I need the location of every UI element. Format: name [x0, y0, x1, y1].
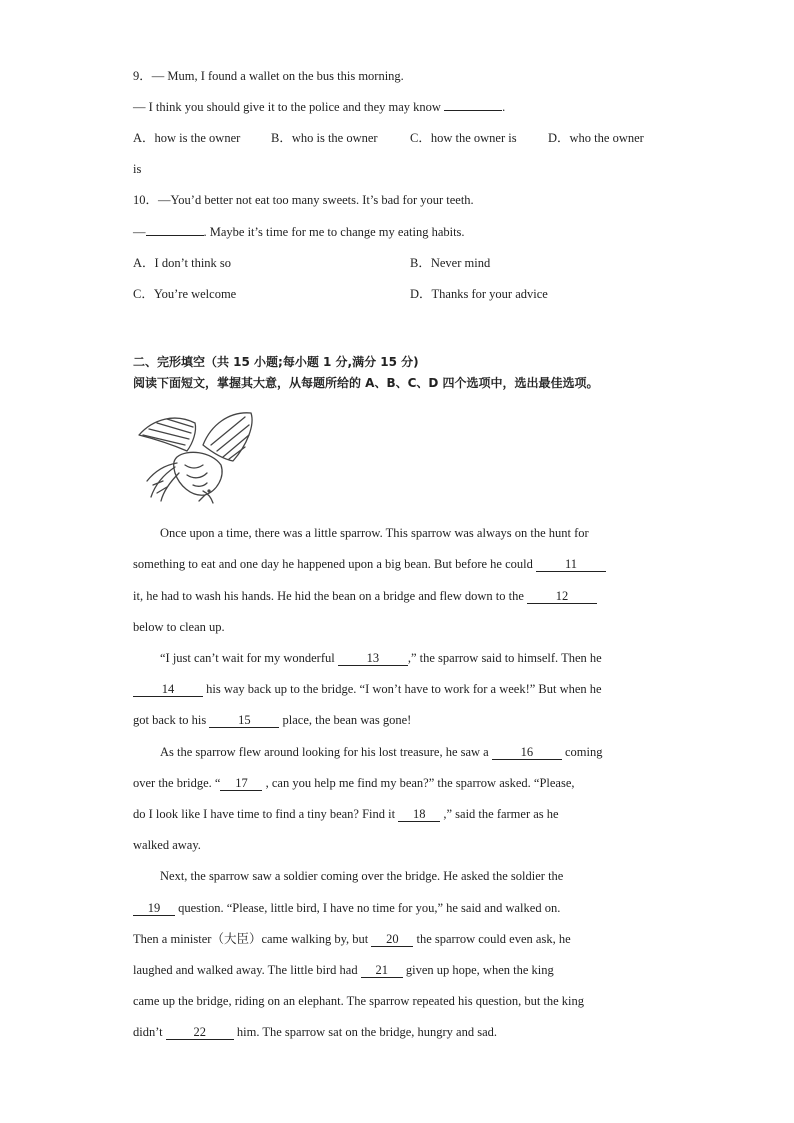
blank-18: 18	[398, 808, 440, 822]
q9-stem: 9．— Mum, I found a wallet on the bus this morning.	[133, 69, 404, 83]
passage-text: him. The sparrow sat on the bridge, hungry and sad.	[233, 1025, 498, 1039]
blank-15: 15	[209, 714, 279, 728]
blank-16: 16	[492, 746, 562, 760]
q9-period: .	[502, 100, 506, 114]
passage-text: got back to his	[133, 713, 210, 727]
passage-line	[133, 900, 560, 916]
passage-line	[133, 681, 602, 697]
passage-line: below to clean up.	[133, 620, 225, 634]
blank-17: 17	[220, 777, 262, 791]
section-title: 二、完形填空（共 15 小题;每小题 1 分,满分 15 分)	[133, 355, 419, 369]
passage-text: the sparrow could even ask, he	[413, 932, 571, 946]
passage-line	[160, 744, 603, 760]
passage-text: , can you help me find my bean?” the sparrow asked. “Please,	[262, 776, 575, 790]
passage-line	[133, 806, 559, 822]
blank-14: 14	[133, 683, 203, 697]
q10-option-c: C．You’re welcome	[133, 287, 237, 301]
q10-stem: 10．—You’d better not eat too many sweets. It’s bad for your teeth.	[133, 193, 474, 207]
passage-line: Next, the sparrow saw a soldier coming over the bridge. He asked the soldier the	[160, 869, 564, 883]
passage-line	[133, 556, 606, 572]
passage-line	[133, 775, 575, 791]
q9-option-b: B．who is the owner	[271, 131, 378, 145]
passage-text: “I just can’t wait for my wonderful	[160, 651, 338, 665]
q10-option-a: A．I don’t think so	[133, 256, 232, 270]
passage-text: it, he had to wash his hands. He hid the bean on a bridge and flew down to the	[133, 589, 528, 603]
q9-blank	[444, 110, 502, 111]
q9-option-d: D．who the owner	[548, 131, 644, 145]
passage-line	[160, 650, 602, 666]
passage-text: laughed and walked away. The little bird had	[133, 963, 361, 977]
passage-text: As the sparrow flew around looking for his lost treasure, he saw a	[160, 745, 492, 759]
passage-text: something to eat and one day he happened upon a big bean. But before he could	[133, 557, 537, 571]
passage-line: came up the bridge, riding on an elephant. The sparrow repeated his question, but the king	[133, 994, 585, 1008]
q10-option-b: B．Never mind	[410, 256, 491, 270]
q9-option-c: C．how the owner is	[410, 131, 517, 145]
passage-line	[133, 588, 597, 604]
section-instruction: 阅读下面短文，掌握其大意，从每题所给的 A、B、C、D 四个选项中，选出最佳选项。	[133, 376, 599, 390]
passage-line: walked away.	[133, 838, 201, 852]
q9-response-text: — I think you should give it to the police and they may know	[133, 100, 445, 114]
blank-19: 19	[133, 902, 175, 916]
sparrow-illustration	[133, 405, 257, 505]
passage-text: question. “Please, little bird, I have no time for you,” he said and walked on.	[175, 901, 561, 915]
q10-response	[133, 224, 465, 240]
q9-option-d-cont: is	[133, 162, 142, 176]
passage-text: place, the bean was gone!	[279, 713, 412, 727]
q9-option-a: A．how is the owner	[133, 131, 241, 145]
passage-text: ,” the sparrow said to himself. Then he	[407, 651, 602, 665]
blank-12: 12	[527, 590, 597, 604]
passage-line	[133, 712, 411, 728]
passage-text: ,” said the farmer as he	[440, 807, 559, 821]
passage-line: Once upon a time, there was a little sparrow. This sparrow was always on the hunt for	[160, 526, 589, 540]
passage-line	[133, 962, 554, 978]
blank-22: 22	[166, 1026, 234, 1040]
passage-text: coming	[561, 745, 603, 759]
q10-response-text: . Maybe it’s time for me to change my eating habits.	[203, 225, 465, 239]
blank-11: 11	[536, 558, 606, 572]
q10-dash: —	[133, 225, 146, 239]
q10-option-d: D．Thanks for your advice	[410, 287, 548, 301]
passage-line	[133, 1024, 497, 1040]
passage-text: his way back up to the bridge. “I won’t have to work for a week!” But when he	[203, 682, 602, 696]
blank-21: 21	[361, 964, 403, 978]
passage-text: over the bridge. “	[133, 776, 221, 790]
passage-text: Then a minister（大臣）came walking by, but	[133, 932, 372, 946]
blank-13: 13	[338, 652, 408, 666]
passage-line	[133, 931, 571, 947]
passage-text: do I look like I have time to find a tiny bean? Find it	[133, 807, 399, 821]
passage-text: given up hope, when the king	[402, 963, 554, 977]
passage-text: didn’t	[133, 1025, 166, 1039]
q10-blank	[146, 235, 204, 236]
q9-response	[133, 99, 505, 115]
blank-20: 20	[371, 933, 413, 947]
